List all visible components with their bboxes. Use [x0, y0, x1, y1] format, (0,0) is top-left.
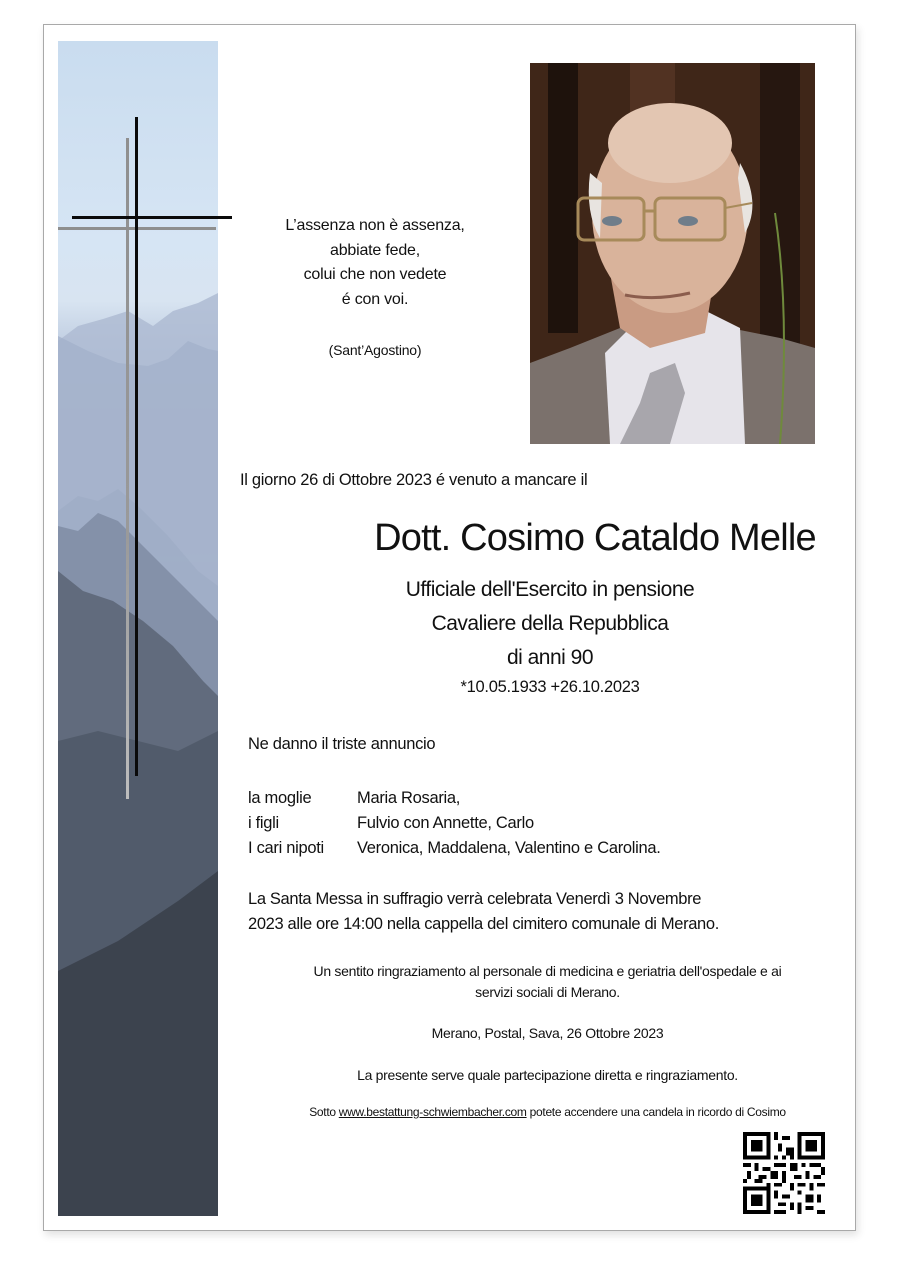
candle-suffix: potete accendere una candela in ricordo di Cosimo [529, 1105, 786, 1119]
mourner-names: Veronica, Maddalena, Valentino e Carolina. [357, 839, 661, 857]
deceased-title-1: Ufficiale dell'Esercito in pensione [405, 578, 695, 601]
mourner-role: i figli [248, 814, 279, 832]
deceased-title-2: Cavaliere della Repubblica [431, 612, 669, 635]
mourner-row [248, 811, 661, 836]
mass-line: La Santa Messa in suffragio verrà celebrata Venerdì 3 Novembre [248, 890, 702, 908]
candle-notice [250, 1105, 845, 1119]
mourners-list [248, 786, 661, 861]
qr-code-icon [742, 1132, 826, 1214]
mourner-row [248, 836, 661, 861]
thanks-text [250, 961, 845, 1003]
mourners-heading: Ne danno il triste annuncio [248, 735, 436, 753]
quote-line: é con voi. [341, 290, 409, 308]
quote-line: colui che non vedete [303, 266, 447, 283]
mourner-role: la moglie [248, 789, 312, 807]
mourner-names: Fulvio con Annette, Carlo [357, 814, 534, 832]
thanks-line: servizi sociali di Merano. [475, 984, 620, 1000]
qr-code[interactable] [742, 1132, 826, 1214]
portrait-illustration [530, 63, 815, 444]
place-date: Merano, Postal, Sava, 26 Ottobre 2023 [431, 1025, 664, 1041]
portrait-photo [530, 63, 815, 444]
cross-black-horizontal [72, 216, 232, 219]
quote-author: (Sant’Agostino) [328, 342, 422, 358]
quote-line: L’assenza non è assenza, [285, 217, 465, 234]
participation-notice: La presente serve quale partecipazione diretta e ringraziamento. [357, 1067, 738, 1083]
thanks-line: Un sentito ringraziamento al personale di medicina e geriatria dell'ospedale e ai [313, 963, 782, 979]
quote [250, 214, 500, 312]
announcement-intro: Il giorno 26 di Ottobre 2023 é venuto a mancare il [240, 471, 588, 489]
website-link[interactable]: www.bestattung-schwiembacher.com [338, 1105, 527, 1119]
mourner-role: I cari nipoti [248, 839, 324, 857]
cross-gray-vertical [126, 138, 129, 799]
life-dates: *10.05.1933 +26.10.2023 [460, 678, 640, 696]
quote-line: abbiate fede, [330, 241, 420, 259]
mass-info [248, 887, 848, 937]
mourner-names: Maria Rosaria, [357, 789, 461, 807]
deceased-age: di anni 90 [506, 646, 594, 669]
candle-prefix: Sotto [309, 1105, 336, 1119]
deceased-name: Dott. Cosimo Cataldo Melle [374, 517, 816, 559]
mass-line: 2023 alle ore 14:00 nella cappella del cimitero comunale di Merano. [248, 915, 719, 933]
mourner-row [248, 786, 661, 811]
